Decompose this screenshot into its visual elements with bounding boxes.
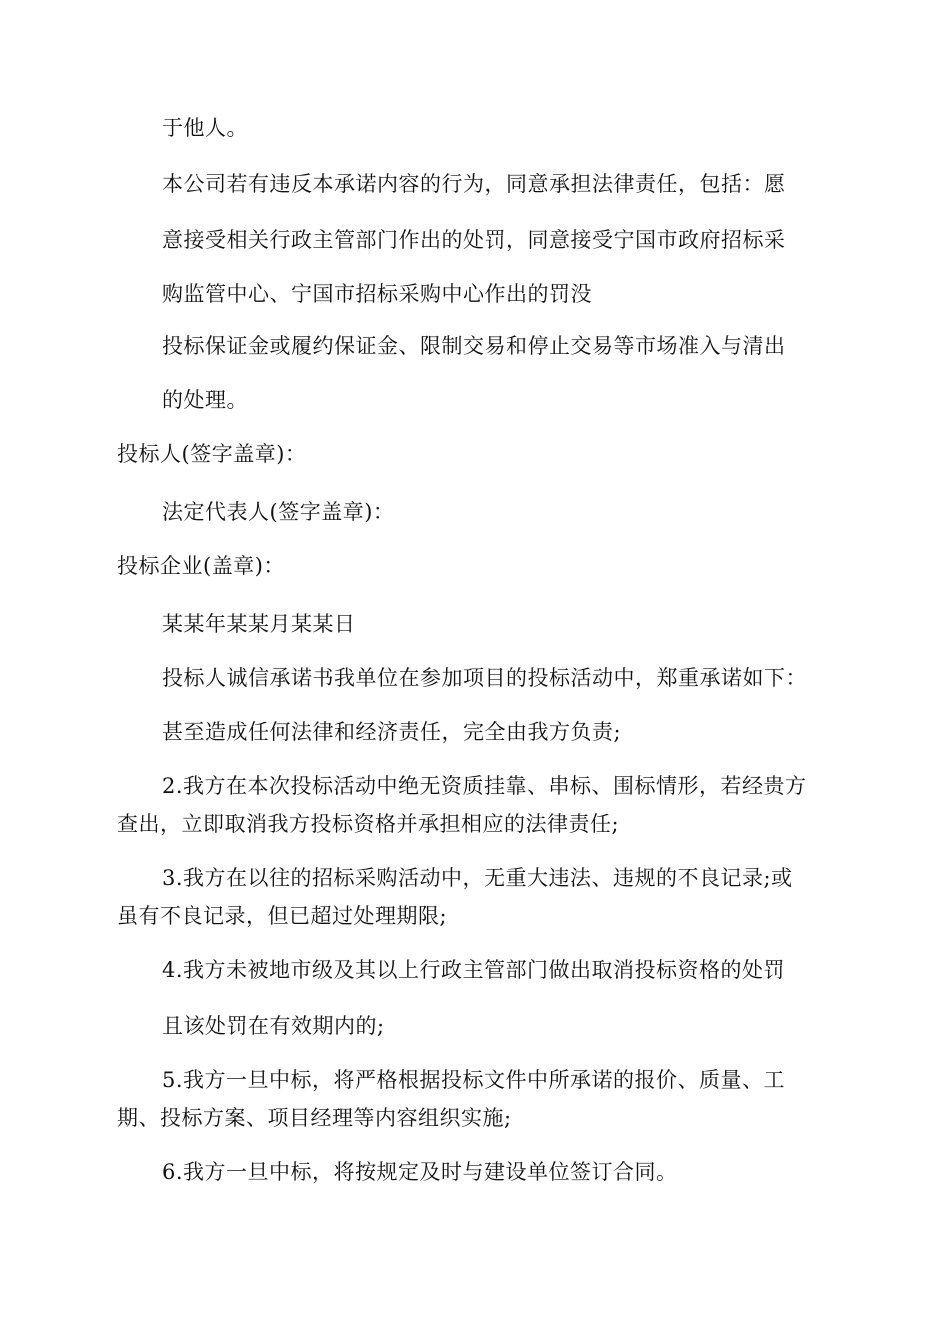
text-line: 意接受相关行政主管部门作出的处罚，同意接受宁国市政府招标采 [162, 228, 786, 252]
list-item-4: 4.我方未被地市级及其以上行政主管部门做出取消投标资格的处罚 [162, 958, 786, 982]
text-line: 的处理。 [162, 388, 248, 412]
text-line: 投标保证金或履约保证金、限制交易和停止交易等市场准入与清出 [162, 334, 786, 358]
text-line: 本公司若有违反本承诺内容的行为，同意承担法律责任，包括：愿 [162, 172, 786, 196]
text-line: 甚至造成任何法律和经济责任，完全由我方负责; [162, 720, 622, 744]
text-line: 购监管中心、宁国市招标采购中心作出的罚没 [162, 282, 592, 306]
date-line: 某某年某某月某某日 [162, 612, 356, 636]
text-line: 投标人诚信承诺书我单位在参加项目的投标活动中，郑重承诺如下： [162, 666, 807, 690]
legal-representative-signature-label: 法定代表人(签字盖章)： [162, 500, 395, 524]
list-item-2-cont: 查出，立即取消我方投标资格并承担相应的法律责任; [117, 812, 620, 836]
list-item-3-cont: 虽有不良记录，但已超过处理期限; [117, 904, 448, 928]
list-item-5-cont: 期、投标方案、项目经理等内容组织实施; [117, 1106, 512, 1130]
list-item-3: 3.我方在以往的招标采购活动中，无重大违法、违规的不良记录;或 [162, 866, 793, 890]
list-item-5: 5.我方一旦中标，将严格根据投标文件中所承诺的报价、质量、工 [162, 1068, 786, 1092]
bidder-signature-label: 投标人(签字盖章)： [117, 442, 307, 466]
list-item-6: 6.我方一旦中标，将按规定及时与建设单位签订合同。 [162, 1160, 678, 1184]
list-item-4-cont: 且该处罚在有效期内的; [162, 1014, 385, 1038]
text-line: 于他人。 [162, 116, 248, 140]
bidding-company-seal-label: 投标企业(盖章)： [117, 554, 285, 578]
list-item-2: 2.我方在本次投标活动中绝无资质挂靠、串标、围标情形，若经贵方 [162, 774, 807, 798]
